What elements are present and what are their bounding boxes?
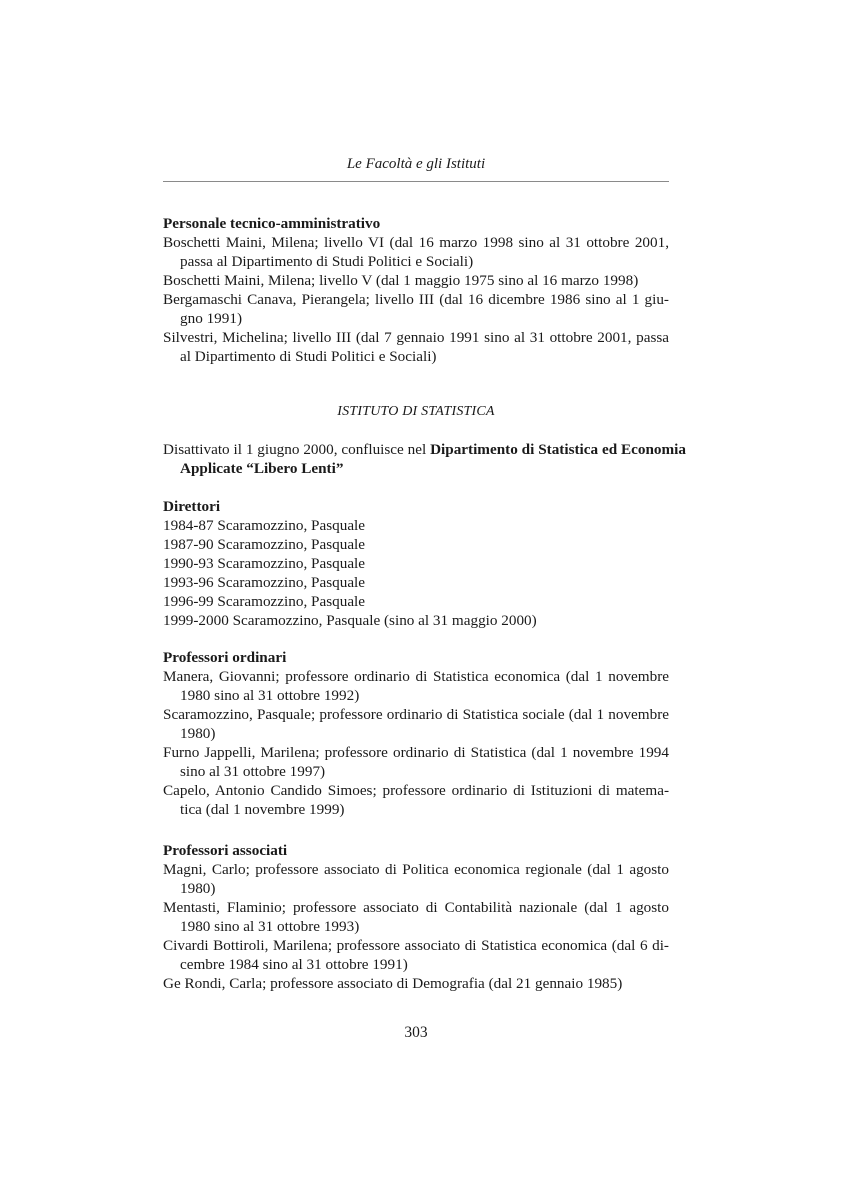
list-item: Manera, Giovanni; professore ordinario di Statistica economica (dal 1 novembre 1980 sino al 31 ottobre 1992) [163, 668, 669, 704]
list-item: Furno Jappelli, Marilena; professore ordinario di Statistica (dal 1 novembre 1994 sino al 31 ottobre 1997) [163, 744, 669, 780]
section-heading: Personale tecnico-amministrativo [163, 215, 381, 232]
intro-text: Disattivato il 1 giugno 2000, confluisce nel [163, 441, 431, 458]
list-item: Boschetti Maini, Milena; livello VI (dal 16 marzo 1998 sino al 31 ottobre 2001, passa al Dipartimento di Studi Politici e Sociali) [163, 234, 669, 270]
running-head: Le Facoltà e gli Istituti [346, 156, 486, 172]
directors-section [163, 497, 669, 630]
list-item: Mentasti, Flaminio; professore associato di Contabilità nazionale (dal 1 agosto 1980 sino al 31 ottobre 1993) [163, 899, 669, 935]
list-item: 1984-87 Scaramozzino, Pasquale [163, 517, 366, 534]
page-number: 303 [404, 1024, 428, 1041]
list-item: 1999-2000 Scaramozzino, Pasquale (sino al 31 maggio 2000) [163, 612, 537, 629]
list-item: Magni, Carlo; professore associato di Politica economica regionale (dal 1 agosto 1980) [163, 861, 669, 897]
institute-intro [163, 440, 686, 478]
header-rule [163, 181, 669, 182]
list-item: Civardi Bottiroli, Marilena; professore associato di Statistica economica (dal 6 di-cembre 1984 sino al 31 ottobre 1991) [163, 937, 669, 973]
section-heading: Direttori [163, 498, 221, 515]
list-item: Scaramozzino, Pasquale; professore ordinario di Statistica sociale (dal 1 novembre 1980) [163, 706, 669, 742]
list-item: 1996-99 Scaramozzino, Pasquale [163, 593, 366, 610]
list-item: Ge Rondi, Carla; professore associato di Demografia (dal 21 gennaio 1985) [163, 975, 623, 992]
list-item: 1987-90 Scaramozzino, Pasquale [163, 536, 366, 553]
section-heading: Professori ordinari [163, 649, 287, 666]
list-item: 1993-96 Scaramozzino, Pasquale [163, 574, 366, 591]
full-professors-section [163, 648, 669, 819]
section-heading: Professori associati [163, 842, 288, 859]
list-item: Capelo, Antonio Candido Simoes; professore ordinario di Istituzioni di matema-tica (dal 1 novembre 1999) [163, 782, 669, 818]
list-item: Boschetti Maini, Milena; livello V (dal 1 maggio 1975 sino al 16 marzo 1998) [163, 272, 639, 289]
list-item: 1990-93 Scaramozzino, Pasquale [163, 555, 366, 572]
department-name: Dipartimento di Statistica ed Economia Applicate “Libero Lenti” [180, 441, 686, 477]
associate-professors-section [163, 841, 669, 993]
staff-section [163, 214, 669, 366]
list-item: Silvestri, Michelina; livello III (dal 7 gennaio 1991 sino al 31 ottobre 2001, passa al Dipartimento di Studi Politici e Sociali) [163, 329, 669, 365]
list-item: Bergamaschi Canava, Pierangela; livello III (dal 16 dicembre 1986 sino al 1 giu-gno 1991) [163, 291, 669, 327]
institute-title: ISTITUTO DI STATISTICA [337, 404, 495, 419]
